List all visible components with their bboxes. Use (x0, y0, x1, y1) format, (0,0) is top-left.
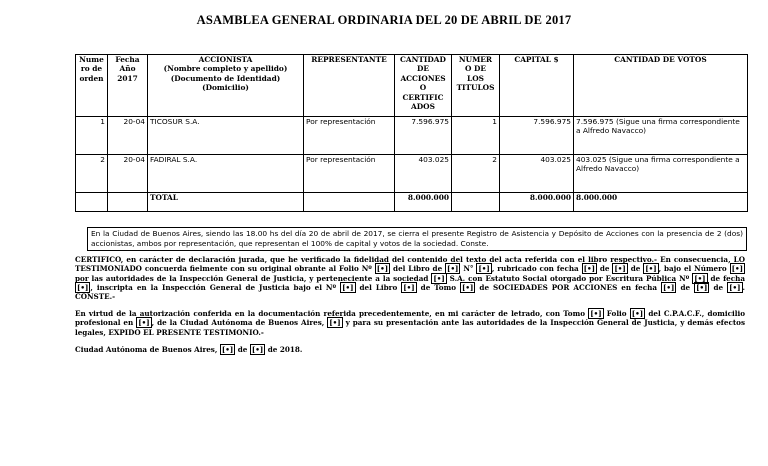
text-segment: CERTIFICO, en carácter de declaración jurada, que he verificado la fidelidad del contenido del texto del acta referida con el libro respectivo.- En consecuencia, LO TESTIMONIADO concuerda fielmente con su original obrante al Folio Nº (75, 255, 745, 274)
table-cell: 7.596.975 (Sigue una firma correspondiente a Alfredo Navacco) (574, 117, 748, 155)
text-segment: de (597, 264, 613, 274)
shareholder-attendance-table (75, 54, 748, 212)
total-cell (76, 193, 108, 212)
document-title: ASAMBLEA GENERAL ORDINARIA DEL 20 DE ABRIL DE 2017 (196, 13, 572, 27)
table-row (76, 155, 748, 193)
placeholder-field: [•] (77, 282, 89, 292)
text-segment: del C.P.A.C.F., domicilio profesional en (75, 309, 746, 328)
placeholder-field: [•] (478, 264, 490, 274)
table-cell: TICOSUR S.A. (148, 117, 304, 155)
text-segment: de (627, 264, 644, 274)
placeholder-field: [•] (433, 273, 445, 283)
text-segment: de 2018. (265, 345, 303, 354)
text-segment: N° (460, 264, 477, 274)
placeholder-field: [•] (631, 309, 644, 318)
table-cell: Por representación (304, 155, 395, 193)
table-cell: 1 (452, 117, 500, 155)
table-cell: 403.025 (395, 155, 452, 193)
text-segment: de fecha (707, 273, 745, 283)
placeholder-field: [•] (645, 264, 657, 274)
placeholder-field: [•] (342, 282, 354, 292)
total-cell (108, 193, 148, 212)
table-cell: 20-04 (108, 117, 148, 155)
table-cell: 403.025 (500, 155, 574, 193)
placeholder-field: [•] (329, 318, 341, 328)
table-cell: 20-04 (108, 155, 148, 193)
table-row (76, 117, 748, 155)
column-header: NUMER O DE LOS TITULOS (452, 55, 500, 117)
placeholder-field: [•] (663, 282, 675, 292)
table-cell: 7.596.975 (395, 117, 452, 155)
placeholder-field: [•] (590, 309, 602, 318)
table-header-row (76, 55, 748, 117)
text-segment: del Libro de (390, 264, 446, 274)
text-segment: , bajo el Número (658, 264, 730, 274)
total-cell: 8.000.000 (395, 193, 452, 212)
text-segment: , inscripta en la Inspección General de Justicia bajo el Nº (90, 282, 341, 292)
column-header: CAPITAL $ (500, 55, 574, 117)
placeholder-field: [•] (696, 282, 708, 292)
placeholder-field: [•] (462, 282, 474, 292)
text-segment: Folio (603, 309, 630, 318)
text-segment: de SOCIEDADES POR ACCIONES en fecha (475, 282, 662, 292)
text-segment: de (709, 282, 728, 292)
total-cell: 8.000.000 (574, 193, 748, 212)
placeholder-field: [•] (694, 273, 706, 283)
table-cell: 403.025 (Sigue una firma correspondiente a Alfredo Navacco) (574, 155, 748, 193)
table-cell: 2 (76, 155, 108, 193)
table-cell: 7.596.975 (500, 117, 574, 155)
column-header: ACCIONISTA (Nombre completo y apellido) (Documento de Identidad) (Domicilio) (148, 55, 304, 117)
place-date-line (75, 345, 745, 354)
text-segment: de Tomo (416, 282, 461, 292)
placeholder-field: [•] (614, 264, 626, 274)
text-segment: , rubricado con fecha (491, 264, 582, 274)
column-header: Fecha Año 2017 (108, 55, 148, 117)
table-cell: FADIRAL S.A. (148, 155, 304, 193)
placeholder-field: [•] (731, 264, 744, 274)
certification-paragraph (75, 255, 745, 301)
placeholder-field: [•] (583, 264, 596, 274)
placeholder-field: [•] (403, 282, 415, 292)
text-segment: Ciudad Autónoma de Buenos Aires, (75, 345, 220, 354)
text-segment: En virtud de la autorización conferida en la documentación referida precedentemente, en mi carácter de letrado, con Tomo (75, 309, 589, 318)
text-segment: de (676, 282, 695, 292)
text-segment: de (235, 345, 250, 354)
column-header: CANTIDAD DE ACCIONES O CERTIFIC ADOS (395, 55, 452, 117)
text-segment: por las autoridades de la Inspección General de Justicia, y perteneciente a la sociedad (75, 273, 432, 283)
text-segment: S.A. con Estatuto Social otorgado por Escritura Pública Nº (446, 273, 693, 283)
text-segment: y para su presentación ante las autoridades de la Inspección General de Justicia, y demás efectos legales, EXPIDO EL PRESENTE TESTIMONIO.- (75, 318, 745, 337)
total-row (76, 193, 748, 212)
closing-note: En la Ciudad de Buenos Aires, siendo las 18.00 hs del día 20 de abril de 2017, se cierra el presente Registro de Asistencia y Depósito de Acciones con la presencia de 2 (dos) accionistas, ambos por representación, que representan el 100% de capital y votos de la sociedad. Conste. (87, 227, 747, 251)
column-header: CANTIDAD DE VOTOS (574, 55, 748, 117)
placeholder-field: [•] (729, 282, 741, 292)
text-segment: . CONSTE.- (75, 282, 746, 302)
total-cell: 8.000.000 (500, 193, 574, 212)
table-cell: Por representación (304, 117, 395, 155)
placeholder-field: [•] (376, 264, 389, 274)
placeholder-field: [•] (221, 345, 234, 354)
table-cell: 2 (452, 155, 500, 193)
placeholder-field: [•] (447, 264, 459, 274)
placeholder-field: [•] (138, 318, 150, 328)
table-cell: 1 (76, 117, 108, 155)
column-header: Nume ro de orden (76, 55, 108, 117)
total-cell (452, 193, 500, 212)
text-segment: , de la Ciudad Autónoma de Buenos Aires, (151, 318, 328, 328)
column-header: REPRESENTANTE (304, 55, 395, 117)
total-cell: TOTAL (148, 193, 304, 212)
total-cell (304, 193, 395, 212)
authorization-paragraph (75, 309, 745, 337)
text-segment: del Libro (355, 282, 402, 292)
placeholder-field: [•] (251, 345, 264, 354)
